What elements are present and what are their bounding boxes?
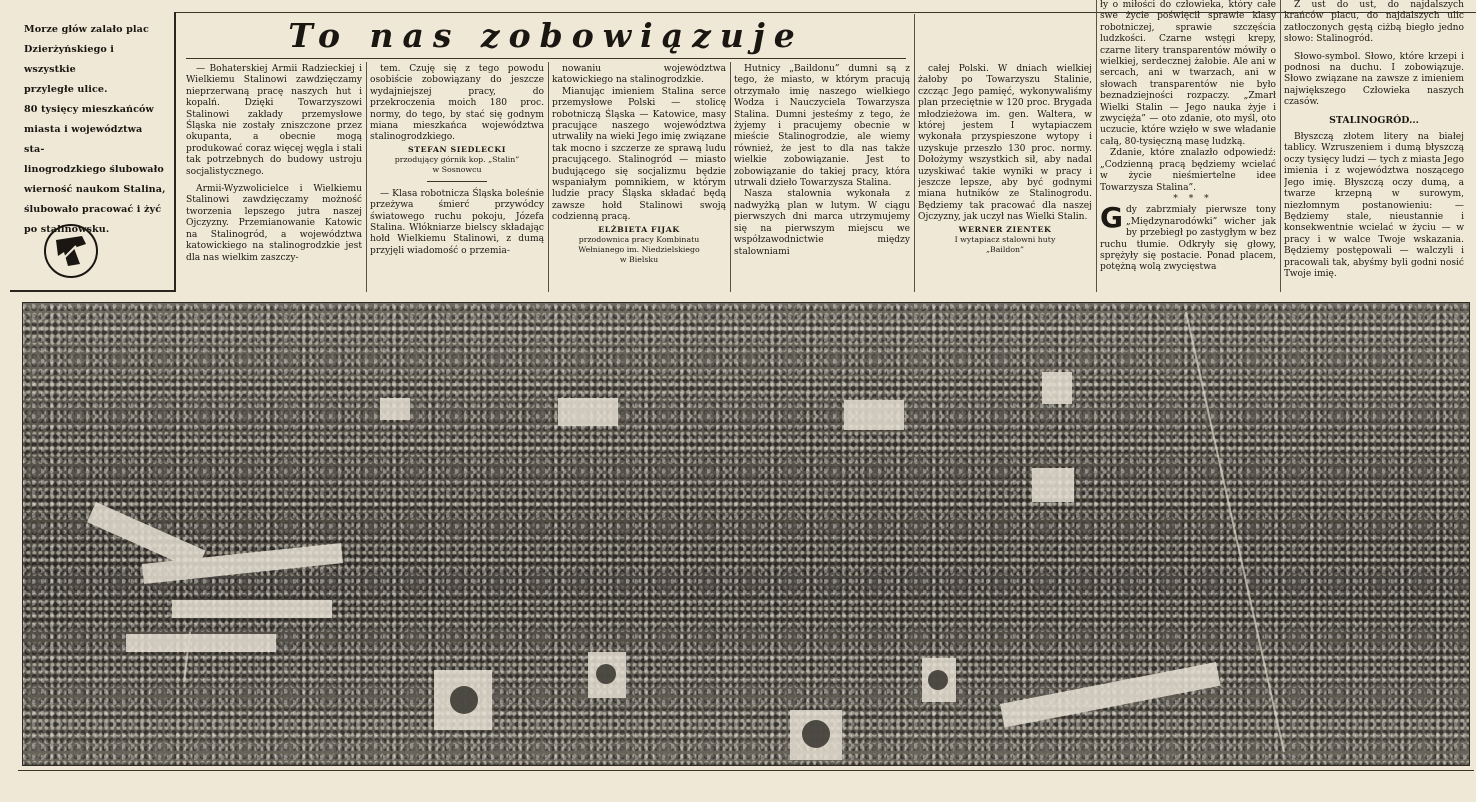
paragraph: Armii-Wyzwolicielce i Wielkiemu Stalinowi zawdzięczamy możność tworzenia lepszego jutra naszej Ojczyzny. Przemianowanie Katowic na Stalinogród, a województwa katowickiego na stalinogrodzkie jest dla nas wielkim zaszczy- [186,184,362,263]
article-column-7 [1284,0,1464,294]
sidebar-line: po stalinowsku. [24,224,110,235]
paragraph: — Klasa robotnicza Śląska boleśnie przeżywa śmierć przywódcy światowego ruchu pokoju, Józefa Stalina. Włókniarze bielscy składając hołd Wielkiemu Stalinowi, z dumą przyjęli wiadomość o przemia- [370,188,544,256]
signature-role: przodownica pracy Kombinatu [578,234,700,244]
signature-name: STEFAN SIEDLECKI [408,144,506,154]
paragraph: Słowo-symbol. Słowo, które krzepi i podnosi na duchu. I zobowiązuje. Słowo związane na zawsze z imieniem największego Człowieka naszych czasów. [1284,51,1464,108]
article-column-3 [552,64,726,294]
header-rule [176,12,1476,13]
sidebar-line: ślubowało pracować i żyć [24,204,162,215]
sidebar-line: wierność naukom Stalina, [24,184,166,195]
signature-name: ELŻBIETA FIJAK [598,224,680,234]
article-column-2 [370,64,544,294]
paragraph: tem. Czuję się z tego powodu osobiście zobowiązany do jeszcze wydajniejszej pracy, do przekroczenia moich 180 proc. normy, do tego, by stać się godnym miana mieszkańca województwa stalinogrodzkiego. [370,64,544,143]
paragraph: Zdanie, które znalazło odpowiedź: „Codzienną pracą będziemy wcielać w życie nieśmiertelne idee Towarzysza Stalina”. [1100,148,1276,193]
column-divider [548,62,549,292]
paragraph: Z ust do ust, do najdalszych krańców placu, do najdalszych ulic zatłoczonych gęstą ciżbą biegło jedno słowo: Stalinogród. [1284,0,1464,45]
column-divider [730,62,731,292]
sidebar-caption-box [10,12,176,292]
headline-rule [186,58,906,59]
section-stars: * * * [1173,193,1213,204]
signature-role: Wełnianego im. Niedzielskiego [578,244,700,254]
signature-place: w Bielsku [619,254,659,264]
sidebar-line: linogrodzkiego ślubowało [24,164,164,175]
paragraph: dy zabrzmiały pierwsze tony „Międzynarodówki” wicher jak by przebiegł po zastygłym w bez ruchu tłumie. Odkryły się głowy, sprężyły się postacie. Ponad placem, potężną wolą zwycięstwa [1100,205,1276,273]
signature-name: WERNER ZIENTEK [958,224,1052,234]
headline: To nas zobowiązuje [288,16,804,55]
sidebar-line: Morze głów zalało plac [24,24,149,35]
column-divider [366,62,367,292]
signature-place: „Baildon” [985,244,1025,254]
sidebar-line: Dzierżyńskiego i wszystkie [24,44,115,75]
paragraph: nowaniu województwa katowickiego na stalinogrodzkie. [552,64,726,86]
sidebar-line: miasta i województwa sta- [24,124,143,155]
column-divider [1096,0,1097,292]
column-divider [914,14,915,292]
article-column-5 [918,64,1092,294]
paragraph: Hutnicy „Baildonu” dumni są z tego, że miasto, w którym pracują otrzymało imię naszego wielkiego Wodza i Nauczyciela Towarzysza Stalina. Dumni jesteśmy z tego, że żyjemy i pracujemy obecnie w mieście Stalinogrodzie, ale wiemy również, że jest to dla nas także wielkie zobowiązanie. Jest to zobowiązanie do takiej pracy, która utrwali dzieło Towarzysza Stalina. [734,64,910,189]
signature-role: przodujący górnik kop. „Stalin” [394,154,520,164]
drop-cap: G [1100,201,1123,235]
article-column-6 [1100,0,1276,294]
sidebar-line: przyległe ulice. [24,84,108,95]
paragraph: ły o miłości do człowieka, który całe swe życie poświęcił sprawie klasy robotniczej, sprawie szczęścia ludzkości. Czarne wstęgi krepy, czarne litery transparentów mówiły o wielkiej, serdecznej żałobie. Ale ani w sercach, ani w twarzach, ani w słowach transparentów nie było beznadziejności rozpaczy. „Zmarł Wielki Stalin — Jego nauka żyje i zwycięża” — oto zdanie, oto myśl, oto uczucie, które wzięło w swe władanie całą, 80-tysięczną masę ludzką. [1100,0,1276,147]
signature-place: w Sosnowcu [432,164,482,174]
paragraph: całej Polski. W dniach wielkiej żałoby po Towarzyszu Stalinie, czcząc Jego pamięć, wykonywaliśmy plan przeciętnie w 120 proc. Brygada młodzieżowa im. gen. Waltera, w której jestem I wytapiaczem wykonała przyspieszone wytopy i uzyskuje przeszło 130 proc. normy. Dołożymy wszystkich sił, aby nadal uzyskiwać takie wyniki w pracy i jeszcze lepsze, aby być godnymi miana hutników ze Stalinogrodu. Będziemy tak pracować dla naszej Ojczyzny, jak uczył nas Wielki Stalin. [918,64,1092,223]
article-column-1 [186,64,362,294]
article-column-4 [734,64,910,294]
emblem-icon [44,224,98,278]
section-heading: STALINOGRÓD... [1329,114,1419,126]
crowd-photograph-banners [22,302,1470,766]
column-divider [1280,0,1281,292]
paragraph: — Bohaterskiej Armii Radzieckiej i Wielkiemu Stalinowi zawdzięczamy nieprzerwaną pracę naszych hut i kopalń. Dzięki Towarzyszowi Stalinowi zakłady przemysłowe Śląska nie zostały zniszczone przez okupanta, a obecnie mogą produkować coraz więcej węgla i stali tak potrzebnych do budowy ustroju socjalistycznego. [186,64,362,177]
signature-role: I wytapiacz stalowni huty [954,234,1056,244]
separator [427,181,487,182]
paragraph: Nasza stalownia wykonała z nadwyżką plan w lutym. W ciągu pierwszych dni marca utrzymujemy się na pierwszym miejscu we współzawodnictwie między stalowniami [734,189,910,257]
sidebar-line: 80 tysięcy mieszkańców [24,104,154,115]
paragraph: Błyszczą złotem litery na białej tablicy. Wzruszeniem i dumą błyszczą oczy tysięcy ludzi — tych z miasta Jego imienia i z województwa noszącego Jego imię. Błyszczą oczy dumą, a twarze krzepną w surowym, niezłomnym postanowieniu: — Będziemy stale, nieustannie i konsekwentnie wcielać w życiu — w pracy i w walce Twoje wskazania. Będziemy postępowali — walczyli i pracowali tak, abyśmy byli godni nosić Twoje imię. [1284,132,1464,279]
paragraph: Mianując imieniem Stalina serce przemysłowe Polski — stolicę robotniczą Śląska — Katowice, masy pracujące naszego województwa utrwaliły na wieki Jego imię związane tak mocno i szczerze ze sprawą ludu pracującego. Stalinogród — miasto budującego się socjalizmu będzie wspaniałym pomnikiem, w którym ludzie pracy Śląska składać będą zawsze hołd Stalinowi swoją codzienną pracą. [552,86,726,223]
page-bottom-rule [18,770,1474,771]
